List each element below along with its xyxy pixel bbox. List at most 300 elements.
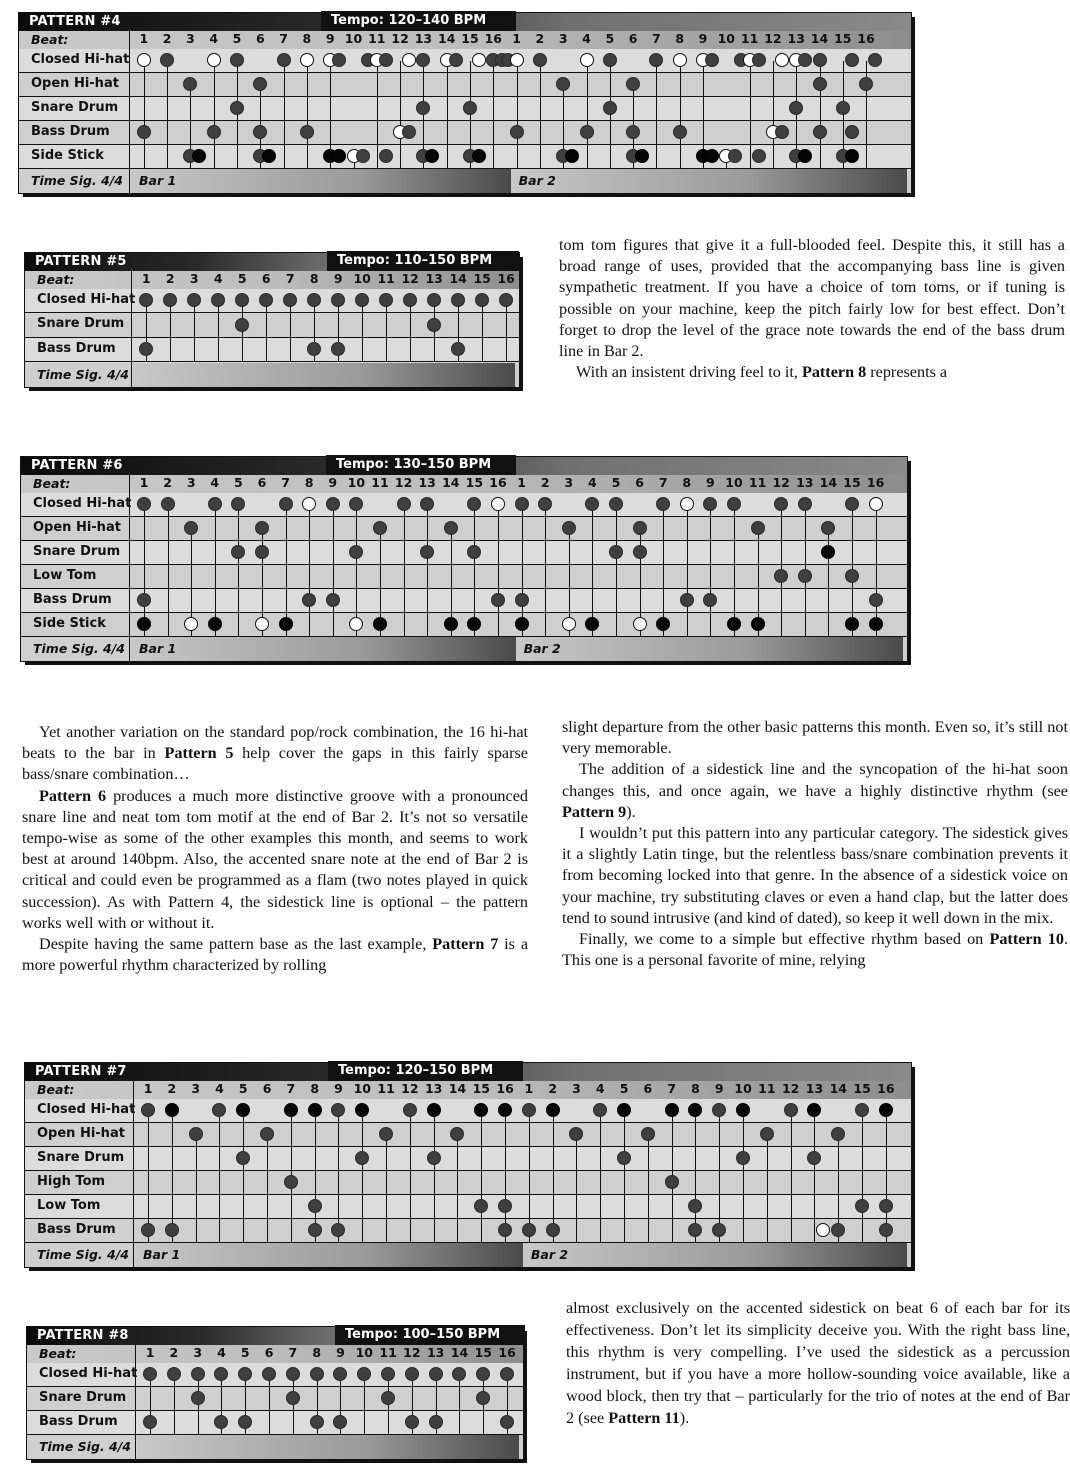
note-normal (633, 521, 647, 535)
beat-number: 15 (853, 1081, 871, 1096)
note-normal (665, 1175, 679, 1189)
beat-line (459, 1375, 460, 1434)
beat-number: 13 (424, 1081, 443, 1096)
beat-label: Beat: (33, 476, 71, 491)
note-normal (326, 593, 340, 607)
instrument-row (21, 517, 907, 541)
beat-line (498, 505, 499, 636)
note-accent (705, 149, 719, 163)
beat-number: 9 (333, 271, 343, 286)
note-ghost (680, 497, 694, 511)
instrument-row (25, 1123, 911, 1147)
beat-line (680, 61, 681, 168)
note-normal (326, 497, 340, 511)
beat-line (362, 1111, 363, 1242)
beat-number: 9 (328, 475, 338, 490)
note-ghost (633, 617, 647, 631)
pattern-tempo: Tempo: 130–150 BPM (326, 455, 516, 475)
beat-number: 4 (209, 31, 219, 46)
beat-number: 12 (772, 475, 790, 490)
beat-number: 8 (304, 475, 314, 490)
pattern-reference: Pattern 10 (989, 930, 1064, 949)
paragraph (22, 722, 528, 786)
bar-1-label: Bar 1 (139, 173, 177, 188)
note-normal (673, 125, 687, 139)
beat-number: 3 (186, 31, 195, 46)
time-signature-label: Time Sig. 4/4 (37, 366, 129, 382)
instrument-label: Low Tom (37, 1197, 101, 1213)
beat-number: 14 (438, 31, 456, 46)
pattern-title: PATTERN #4 (29, 14, 121, 29)
note-normal (141, 1103, 155, 1117)
beat-number: 1 (512, 31, 521, 46)
beat-number: 4 (215, 1081, 224, 1096)
beat-line (309, 505, 310, 636)
beat-number: 13 (425, 271, 443, 286)
beat-line (587, 61, 588, 168)
instrument-row (25, 314, 519, 338)
instrument-label: Bass Drum (33, 591, 112, 607)
instrument-label: Low Tom (33, 567, 97, 583)
beat-number: 5 (237, 271, 247, 286)
note-normal (310, 1415, 324, 1429)
beat-number: 9 (706, 475, 715, 490)
beat-number: 2 (162, 31, 172, 46)
beat-number: 3 (189, 271, 199, 286)
instrument-label: Open Hi-hat (37, 1125, 125, 1141)
time-signature-label: Time Sig. 4/4 (33, 641, 125, 656)
beat-number: 3 (191, 1081, 201, 1096)
beat-number: 8 (302, 31, 312, 46)
instrument-row (25, 338, 519, 362)
pattern-6-grid (20, 456, 906, 666)
beat-number: 4 (217, 1345, 226, 1360)
beat-number: 7 (281, 475, 290, 490)
paragraph (562, 759, 1068, 823)
beat-number: 5 (240, 1345, 250, 1360)
bar-1-strip (135, 1243, 523, 1267)
instrument-label: Closed Hi-hat (33, 495, 132, 511)
note-normal (813, 125, 827, 139)
note-normal (277, 53, 291, 67)
note-normal (286, 1391, 300, 1405)
note-normal (463, 101, 477, 115)
instrument-label: Snare Drum (37, 1149, 125, 1165)
beat-number: 14 (810, 31, 829, 46)
beat-number: 10 (717, 31, 736, 46)
beat-number: 7 (652, 31, 661, 46)
bar-2-label: Bar 2 (530, 1247, 569, 1262)
beat-header-row (21, 475, 907, 494)
paragraph (562, 929, 1068, 971)
beat-number: 11 (379, 1345, 397, 1360)
beat-line (773, 61, 774, 168)
instrument-row (25, 1219, 911, 1243)
beat-line (266, 301, 267, 361)
beat-number: 11 (377, 1081, 395, 1096)
note-normal (300, 125, 314, 139)
note-ghost (472, 53, 486, 67)
note-normal (751, 521, 765, 535)
pattern-tempo: Tempo: 110–150 BPM (327, 251, 519, 271)
note-normal (491, 593, 505, 607)
instrument-label: Snare Drum (33, 543, 121, 559)
text-run: produces a much more distinctive groove with a pronounced snare line and neat tom tom motif at the end of Bar 2. It’s not so versatile tempo-wise as some of the other examples this month, and seems to work best at around 140bpm. Also, the accented snare note at the end of Bar 2 is critical and could even be programmed as a flam (two notes played in quick succession). As with Pattern 4, the sidestick line is optional – the pattern works well with or without it. (22, 786, 528, 932)
note-normal (533, 53, 547, 67)
pattern-8-grid (26, 1326, 522, 1464)
pattern-reference: Pattern 7 (432, 935, 499, 954)
instrument-label: Closed Hi-hat (31, 51, 130, 67)
beat-number: 7 (285, 271, 295, 286)
beat-number: 7 (667, 1081, 677, 1096)
note-normal (161, 497, 175, 511)
pattern-tempo: Tempo: 120–140 BPM (321, 11, 516, 31)
beat-line (194, 301, 195, 361)
note-normal (760, 1127, 774, 1141)
bar-1-label: Bar 1 (143, 1247, 181, 1262)
pattern-body (24, 252, 520, 388)
label-column-divider (131, 271, 132, 387)
note-normal (562, 521, 576, 535)
text-run: represents a (866, 363, 948, 382)
note-accent (208, 617, 222, 631)
note-ghost (869, 497, 883, 511)
beat-number: 13 (796, 475, 814, 490)
note-normal (262, 1367, 276, 1381)
note-normal (405, 1415, 419, 1429)
note-normal (427, 318, 441, 332)
note-normal (868, 53, 882, 67)
bar-strip (137, 1435, 519, 1459)
note-normal (137, 593, 151, 607)
beat-line (427, 505, 428, 636)
instrument-label: Bass Drum (37, 340, 116, 356)
text-run: Despite having the same pattern base as the last example, (39, 935, 433, 954)
pattern-body (24, 1062, 912, 1268)
note-normal (752, 149, 766, 163)
beat-line (656, 61, 657, 168)
instrument-label: Closed Hi-hat (37, 1101, 136, 1117)
note-accent (727, 617, 741, 631)
note-normal (859, 77, 873, 91)
note-normal (143, 1415, 157, 1429)
instrument-row (25, 1099, 911, 1123)
beat-line (333, 505, 334, 636)
text-run: help cover the gaps in this fairly sparse bass/snare combination… (22, 744, 528, 784)
beat-number: 8 (309, 271, 319, 286)
beat-number: 3 (186, 475, 196, 490)
beat-number: 9 (714, 1081, 724, 1096)
beat-line (238, 505, 239, 636)
beat-number: 12 (403, 1345, 421, 1360)
instrument-row (27, 1387, 523, 1411)
note-accent (284, 1103, 298, 1117)
note-normal (510, 125, 524, 139)
text-run: The addition of a sidestick line and the syncopation of the hi-hat soon changes this, and once again, we have a highly distinctive rhythm (see (562, 760, 1068, 800)
beat-header-row (25, 271, 519, 290)
beat-number: 15 (461, 31, 479, 46)
note-normal (381, 1391, 395, 1405)
note-accent (373, 617, 387, 631)
beat-number: 3 (193, 1345, 203, 1360)
beat-line (196, 1135, 197, 1242)
beat-line (576, 1135, 577, 1242)
beat-number: 9 (698, 31, 708, 46)
note-accent (845, 149, 859, 163)
instrument-row (25, 1147, 911, 1171)
pattern-tempo: Tempo: 120–150 BPM (328, 1061, 523, 1081)
note-normal (798, 497, 812, 511)
beat-line (170, 301, 171, 361)
pattern-reference: Pattern 6 (39, 786, 107, 805)
note-normal (230, 53, 244, 67)
beat-line (687, 505, 688, 636)
note-normal (845, 125, 859, 139)
pattern-reference: Pattern 5 (164, 744, 234, 763)
bar-strip (133, 363, 515, 387)
note-ghost (510, 53, 524, 67)
beat-number: 11 (377, 271, 395, 286)
beat-line (386, 1135, 387, 1242)
beat-number: 6 (628, 31, 638, 46)
beat-number: 8 (675, 31, 685, 46)
pattern-7-grid (24, 1062, 910, 1272)
note-normal (449, 53, 463, 67)
note-ghost (580, 53, 594, 67)
beat-number: 1 (143, 1081, 153, 1096)
time-signature-label: Time Sig. 4/4 (39, 1439, 131, 1454)
article-text-block-c (562, 717, 1068, 971)
beat-number: 13 (787, 31, 805, 46)
note-normal (845, 497, 859, 511)
note-normal (429, 1415, 443, 1429)
beat-number: 14 (448, 1081, 467, 1096)
beat-number: 12 (394, 475, 413, 490)
pattern-title: PATTERN #5 (35, 254, 127, 269)
beat-number: 6 (255, 31, 265, 46)
time-signature-row (27, 1435, 523, 1459)
note-ghost (207, 53, 221, 67)
beat-line (481, 1111, 482, 1242)
note-accent (427, 1103, 441, 1117)
beat-number: 2 (167, 1081, 177, 1096)
note-accent (546, 1103, 560, 1117)
beat-line (710, 505, 711, 636)
beat-number: 2 (163, 475, 172, 490)
note-normal (784, 1103, 798, 1117)
beat-number: 14 (819, 475, 838, 490)
beat-number: 16 (877, 1081, 895, 1096)
paragraph (562, 717, 1068, 759)
note-normal (310, 1367, 324, 1381)
instrument-row (21, 541, 907, 565)
pattern-reference: Pattern 8 (801, 363, 867, 382)
time-signature-row (25, 1243, 911, 1267)
note-normal (580, 125, 594, 139)
beat-number: 6 (635, 475, 644, 490)
text-run: I wouldn’t put this pattern into any particular category. The sidestick gives it a slightly Latin tinge, but the relentless bass/snare combination prevents it from becoming locked into that genre. In the absence of a sidestick voice on your machine, try substituting claves or even a hand clap, but the latter does tend to sound intrusive (and kind of dated), so keep it well down in the mix. (562, 824, 1068, 927)
paragraph (22, 786, 528, 934)
beat-line (482, 301, 483, 361)
instrument-row (25, 1195, 911, 1219)
note-normal (284, 1175, 298, 1189)
beat-number: 9 (325, 31, 335, 46)
note-normal (208, 497, 222, 511)
note-normal (855, 1103, 869, 1117)
instrument-row (27, 1411, 523, 1435)
note-accent (498, 1103, 512, 1117)
instrument-label: Snare Drum (31, 99, 119, 115)
note-normal (498, 1223, 512, 1237)
beat-number: 12 (391, 31, 409, 46)
beat-line (269, 1375, 270, 1434)
note-normal (167, 1367, 181, 1381)
beat-number: 16 (866, 475, 885, 490)
bar-2-label: Bar 2 (518, 173, 556, 188)
text-run: ). (679, 1409, 690, 1427)
note-accent (137, 617, 151, 631)
paragraph (559, 362, 1065, 383)
text-run: Yet another variation on the standard pop/rock combination, the 16 hi-hat beats to the bar in (22, 723, 528, 763)
note-normal (869, 593, 883, 607)
note-normal (191, 1367, 205, 1381)
beat-number: 5 (238, 1081, 248, 1096)
beat-line (767, 1135, 768, 1242)
beat-number: 4 (210, 475, 220, 490)
note-normal (626, 77, 640, 91)
beat-line (434, 1111, 435, 1242)
note-normal (429, 1367, 443, 1381)
beat-number: 10 (347, 475, 366, 490)
note-accent (279, 617, 293, 631)
bar-2-strip (523, 1243, 907, 1267)
note-normal (397, 497, 411, 511)
note-accent (308, 1103, 322, 1117)
beat-number: 7 (288, 1345, 298, 1360)
beat-number: 13 (426, 1345, 445, 1360)
note-normal (617, 1151, 631, 1165)
note-ghost (562, 617, 576, 631)
beat-number: 15 (465, 475, 484, 490)
text-run: is a more powerful rhythm characterized by rolling (22, 935, 529, 975)
beat-number: 12 (401, 1081, 419, 1096)
beat-number: 4 (582, 31, 591, 46)
instrument-label: Bass Drum (39, 1413, 118, 1429)
note-normal (308, 1199, 322, 1213)
time-signature-label: Time Sig. 4/4 (37, 1247, 129, 1262)
note-ghost (255, 617, 269, 631)
instrument-label: Open Hi-hat (33, 519, 121, 535)
beat-line (377, 61, 378, 168)
note-normal (609, 497, 623, 511)
note-normal (845, 569, 859, 583)
beat-line (457, 1135, 458, 1242)
beat-number: 4 (213, 271, 223, 286)
beat-number: 16 (496, 1081, 514, 1096)
beat-number: 14 (450, 1345, 469, 1360)
paragraph (559, 235, 1065, 362)
beat-number: 11 (748, 475, 767, 490)
note-normal (603, 101, 617, 115)
note-normal (207, 125, 221, 139)
note-normal (836, 101, 850, 115)
beat-number: 2 (165, 271, 175, 286)
beat-number: 2 (540, 475, 550, 490)
note-normal (813, 77, 827, 91)
beat-number: 11 (371, 475, 389, 490)
note-normal (515, 593, 529, 607)
time-signature-row (25, 363, 519, 387)
note-normal (356, 149, 370, 163)
beat-line (624, 1111, 625, 1242)
text-run: Finally, we come to a simple but effective rhythm based on (579, 930, 990, 949)
note-accent (635, 149, 649, 163)
beat-number: 14 (449, 271, 467, 286)
beat-number: 7 (658, 475, 668, 490)
beat-number: 15 (843, 475, 861, 490)
beat-number: 11 (758, 1081, 776, 1096)
beat-label: Beat: (37, 272, 75, 287)
note-accent (444, 617, 458, 631)
beat-number: 16 (497, 271, 515, 286)
beat-number: 6 (264, 1345, 274, 1360)
beat-line (290, 301, 291, 361)
beat-line (168, 505, 169, 636)
beat-number: 1 (141, 271, 151, 286)
note-normal (427, 1151, 441, 1165)
note-normal (752, 53, 766, 67)
note-accent (736, 1103, 750, 1117)
beat-line (144, 61, 145, 168)
beat-number: 14 (442, 475, 460, 490)
time-signature-label: Time Sig. 4/4 (31, 173, 123, 188)
note-normal (546, 1223, 560, 1237)
instrument-row (25, 1171, 911, 1195)
instrument-label: High Tom (37, 1173, 106, 1189)
beat-number: 6 (257, 475, 267, 490)
beat-number: 13 (414, 31, 433, 46)
note-normal (379, 53, 393, 67)
beat-line (400, 61, 401, 168)
note-normal (403, 1103, 417, 1117)
beat-line (167, 61, 168, 168)
note-normal (373, 521, 387, 535)
note-accent (665, 1103, 679, 1117)
pattern-tempo: Tempo: 100–150 BPM (335, 1325, 525, 1345)
instrument-label: Snare Drum (37, 316, 125, 332)
note-ghost (137, 53, 151, 67)
note-normal (191, 1391, 205, 1405)
beat-number: 10 (353, 271, 371, 286)
beat-number: 5 (232, 31, 242, 46)
beat-number: 10 (734, 1081, 752, 1096)
note-normal (855, 1199, 869, 1213)
time-signature-row (19, 169, 911, 193)
note-ghost (402, 53, 416, 67)
beat-number: 10 (353, 1081, 371, 1096)
beat-number: 5 (605, 31, 615, 46)
pattern-4-grid (18, 12, 910, 198)
beat-label: Beat: (31, 32, 69, 47)
pattern-body (26, 1326, 524, 1460)
article-text-block-b (22, 722, 528, 976)
beat-number: 11 (740, 31, 759, 46)
text-run: slight departure from the other basic patterns this month. Even so, it’s still not very memorable. (562, 718, 1068, 758)
beat-line (493, 61, 494, 168)
beat-number: 7 (286, 1081, 296, 1096)
note-normal (845, 53, 859, 67)
note-normal (626, 125, 640, 139)
